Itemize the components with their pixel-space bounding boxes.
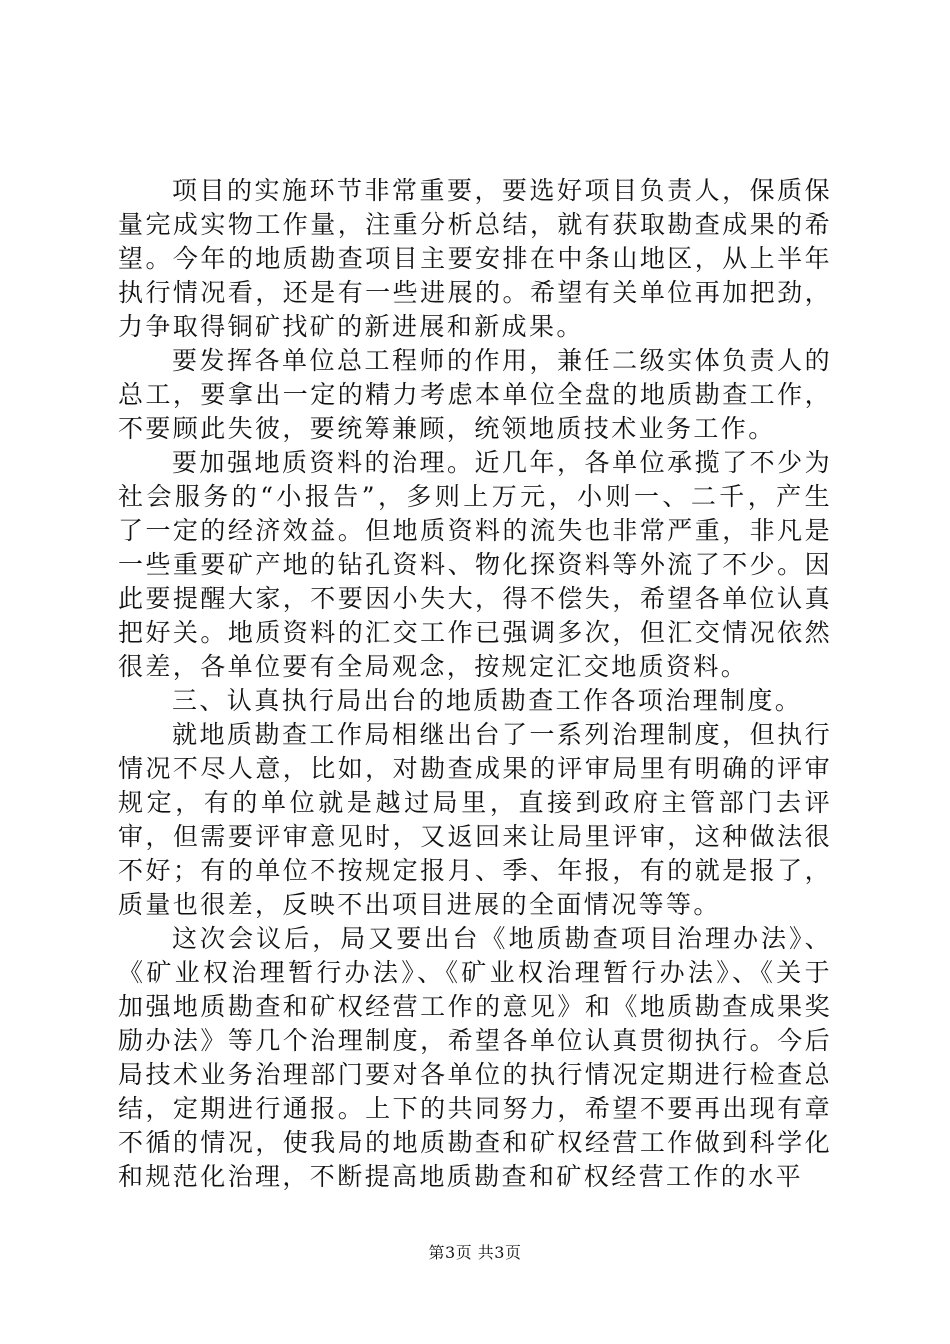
paragraph-project-implementation: 项目的实施环节非常重要，要选好项目负责人，保质保量完成实物工作量，注重分析总结，就有获取勘查成果的希望。今年的地质勘查项目主要安排在中条山地区，从上半年执行情况看，还是有一些进展的。希望有关单位再加把劲，力争取得铜矿找矿的新进展和新成果。 bbox=[118, 176, 832, 341]
paragraph-geological-data: 要加强地质资料的治理。近几年，各单位承揽了不少为社会服务的“小报告”，多则上万元，小则一、二千，产生了一定的经济效益。但地质资料的流失也非常严重，非凡是一些重要矿产地的钻孔资料、物化探资料等外流了不少。因此要提醒大家，不要因小失大，得不偿失，希望各单位认真把好关。地质资料的汇交工作已强调多次，但汇交情况依然很差，各单位要有全局观念，按规定汇交地质资料。 bbox=[118, 448, 832, 681]
document-body bbox=[118, 174, 832, 1194]
section-heading-three: 三、认真执行局出台的地质勘查工作各项治理制度。 bbox=[172, 686, 803, 715]
paragraph-management-rules: 就地质勘查工作局相继出台了一系列治理制度，但执行情况不尽人意，比如，对勘查成果的评审局里有明确的评审规定，有的单位就是越过局里，直接到政府主管部门去评审，但需要评审意见时，又返回来让局里评审，这种做法很不好；有的单位不按规定报月、季、年报，有的就是报了，质量也很差，反映不出项目进展的全面情况等等。 bbox=[118, 720, 832, 919]
page-footer: 第3页 共3页 bbox=[428, 1243, 522, 1262]
paragraph-chief-engineer: 要发挥各单位总工程师的作用，兼任二级实体负责人的总工，要拿出一定的精力考虑本单位全盘的地质勘查工作，不要顾此失彼，要统筹兼顾，统领地质技术业务工作。 bbox=[118, 346, 832, 443]
paragraph-after-meeting: 这次会议后，局又要出台《地质勘查项目治理办法》、《矿业权治理暂行办法》、《矿业权治理暂行办法》、《关于加强地质勘查和矿权经营工作的意见》和《地质勘查成果奖励办法》等几个治理制度，希望各单位认真贯彻执行。今后局技术业务治理部门要对各单位的执行情况定期进行检查总结，定期进行通报。上下的共同努力，希望不要再出现有章不循的情况，使我局的地质勘查和矿权经营工作做到科学化和规范化治理，不断提高地质勘查和矿权经营工作的水平 bbox=[118, 924, 832, 1191]
